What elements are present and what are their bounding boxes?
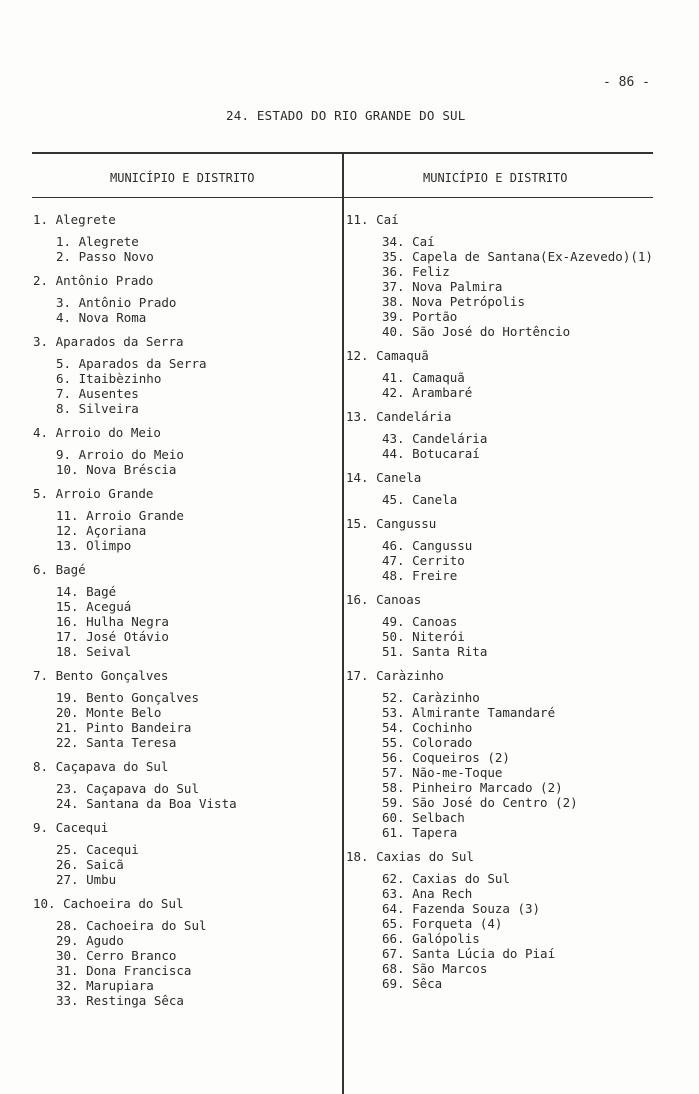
distrito-item: 23. Caçapava do Sul <box>56 781 199 796</box>
municipio-title: 17. Caràzinho <box>346 668 444 683</box>
municipio-group <box>33 668 333 750</box>
municipio-title: 2. Antônio Prado <box>33 273 154 288</box>
municipio-group <box>346 409 686 461</box>
distrito-item: 24. Santana da Boa Vista <box>56 796 237 811</box>
distrito-item: 6. Itaibèzinho <box>56 371 162 386</box>
distrito-item: 43. Candelária <box>382 431 488 446</box>
distrito-item: 50. Niterói <box>382 629 465 644</box>
page-title: 24. ESTADO DO RIO GRANDE DO SUL <box>226 108 466 123</box>
distrito-item: 58. Pinheiro Marcado (2) <box>382 780 563 795</box>
distrito-item: 12. Açoriana <box>56 523 147 538</box>
distrito-item: 31. Dona Francisca <box>56 963 192 978</box>
distrito-item: 8. Silveira <box>56 401 139 416</box>
municipio-group <box>346 516 686 583</box>
distrito-item: 52. Caràzinho <box>382 690 480 705</box>
distrito-item: 56. Coqueiros (2) <box>382 750 510 765</box>
distrito-item: 63. Ana Rech <box>382 886 473 901</box>
distrito-item: 14. Bagé <box>56 584 117 599</box>
distrito-item: 40. São José do Hortêncio <box>382 324 571 339</box>
distrito-item: 68. São Marcos <box>382 961 488 976</box>
distrito-item: 16. Hulha Negra <box>56 614 169 629</box>
municipio-title: 12. Camaquã <box>346 348 429 363</box>
distrito-item: 36. Feliz <box>382 264 450 279</box>
municipio-group <box>346 668 686 840</box>
distrito-item: 44. Botucaraí <box>382 446 480 461</box>
municipio-title: 14. Canela <box>346 470 422 485</box>
municipio-group <box>33 212 333 264</box>
column-header-right: MUNICÍPIO E DISTRITO <box>423 171 568 185</box>
distrito-item: 59. São José do Centro (2) <box>382 795 578 810</box>
municipio-group <box>33 896 333 1008</box>
distrito-item: 30. Cerro Branco <box>56 948 177 963</box>
distrito-item: 65. Forqueta (4) <box>382 916 503 931</box>
distrito-item: 33. Restinga Sêca <box>56 993 184 1008</box>
municipio-title: 3. Aparados da Serra <box>33 334 184 349</box>
municipio-group <box>346 470 686 507</box>
column-header-left: MUNICÍPIO E DISTRITO <box>110 171 255 185</box>
municipio-group <box>33 334 333 416</box>
distrito-item: 5. Aparados da Serra <box>56 356 207 371</box>
municipio-title: 5. Arroio Grande <box>33 486 154 501</box>
municipio-group <box>33 273 333 325</box>
distrito-item: 17. José Otávio <box>56 629 169 644</box>
distrito-item: 54. Cochinho <box>382 720 473 735</box>
column-divider-rule <box>342 152 344 1094</box>
distrito-item: 27. Umbu <box>56 872 117 887</box>
distrito-item: 64. Fazenda Souza (3) <box>382 901 541 916</box>
distrito-item: 48. Freire <box>382 568 458 583</box>
distrito-item: 51. Santa Rita <box>382 644 488 659</box>
distrito-item: 4. Nova Roma <box>56 310 147 325</box>
municipio-group <box>346 849 686 991</box>
distrito-item: 61. Tapera <box>382 825 458 840</box>
municipio-title: 9. Cacequi <box>33 820 109 835</box>
municipio-title: 13. Candelária <box>346 409 452 424</box>
distrito-item: 13. Olimpo <box>56 538 132 553</box>
distrito-item: 62. Caxias do Sul <box>382 871 510 886</box>
distrito-item: 67. Santa Lúcia do Piaí <box>382 946 556 961</box>
municipio-group <box>33 562 333 659</box>
distrito-item: 55. Colorado <box>382 735 473 750</box>
municipio-title: 15. Cangussu <box>346 516 437 531</box>
municipio-group <box>33 820 333 887</box>
distrito-item: 26. Saicã <box>56 857 124 872</box>
municipio-title: 6. Bagé <box>33 562 86 577</box>
municipio-title: 10. Cachoeira do Sul <box>33 896 184 911</box>
distrito-item: 7. Ausentes <box>56 386 139 401</box>
distrito-item: 1. Alegrete <box>56 234 139 249</box>
distrito-item: 20. Monte Belo <box>56 705 162 720</box>
distrito-item: 46. Cangussu <box>382 538 473 553</box>
distrito-item: 3. Antônio Prado <box>56 295 177 310</box>
left-column <box>33 212 333 1017</box>
municipio-group <box>346 592 686 659</box>
distrito-item: 18. Seival <box>56 644 132 659</box>
distrito-item: 35. Capela de Santana(Ex-Azevedo)(1) <box>382 249 653 264</box>
distrito-item: 11. Arroio Grande <box>56 508 184 523</box>
distrito-item: 22. Santa Teresa <box>56 735 177 750</box>
distrito-item: 53. Almirante Tamandaré <box>382 705 556 720</box>
distrito-item: 32. Marupiara <box>56 978 154 993</box>
municipio-title: 7. Bento Gonçalves <box>33 668 169 683</box>
municipio-title: 1. Alegrete <box>33 212 116 227</box>
right-column <box>346 212 686 1000</box>
municipio-title: 4. Arroio do Meio <box>33 425 161 440</box>
distrito-item: 2. Passo Novo <box>56 249 154 264</box>
distrito-item: 45. Canela <box>382 492 458 507</box>
distrito-item: 47. Cerrito <box>382 553 465 568</box>
distrito-item: 34. Caí <box>382 234 435 249</box>
municipio-group <box>33 425 333 477</box>
distrito-item: 19. Bento Gonçalves <box>56 690 199 705</box>
distrito-item: 15. Aceguá <box>56 599 132 614</box>
municipio-group <box>346 212 686 339</box>
distrito-item: 29. Agudo <box>56 933 124 948</box>
municipio-title: 18. Caxias do Sul <box>346 849 474 864</box>
distrito-item: 37. Nova Palmira <box>382 279 503 294</box>
distrito-item: 57. Não-me-Toque <box>382 765 503 780</box>
municipio-group <box>33 486 333 553</box>
distrito-item: 69. Sêca <box>382 976 443 991</box>
municipio-title: 16. Canoas <box>346 592 422 607</box>
municipio-group <box>33 759 333 811</box>
distrito-item: 21. Pinto Bandeira <box>56 720 192 735</box>
page-number: - 86 - <box>603 75 650 90</box>
distrito-item: 60. Selbach <box>382 810 465 825</box>
distrito-item: 39. Portão <box>382 309 458 324</box>
distrito-item: 41. Camaquã <box>382 370 465 385</box>
distrito-item: 10. Nova Bréscia <box>56 462 177 477</box>
distrito-item: 28. Cachoeira do Sul <box>56 918 207 933</box>
municipio-group <box>346 348 686 400</box>
distrito-item: 9. Arroio do Meio <box>56 447 184 462</box>
distrito-item: 66. Galópolis <box>382 931 480 946</box>
distrito-item: 42. Arambaré <box>382 385 473 400</box>
distrito-item: 49. Canoas <box>382 614 458 629</box>
distrito-item: 38. Nova Petrópolis <box>382 294 525 309</box>
distrito-item: 25. Cacequi <box>56 842 139 857</box>
municipio-title: 8. Caçapava do Sul <box>33 759 169 774</box>
municipio-title: 11. Caí <box>346 212 399 227</box>
